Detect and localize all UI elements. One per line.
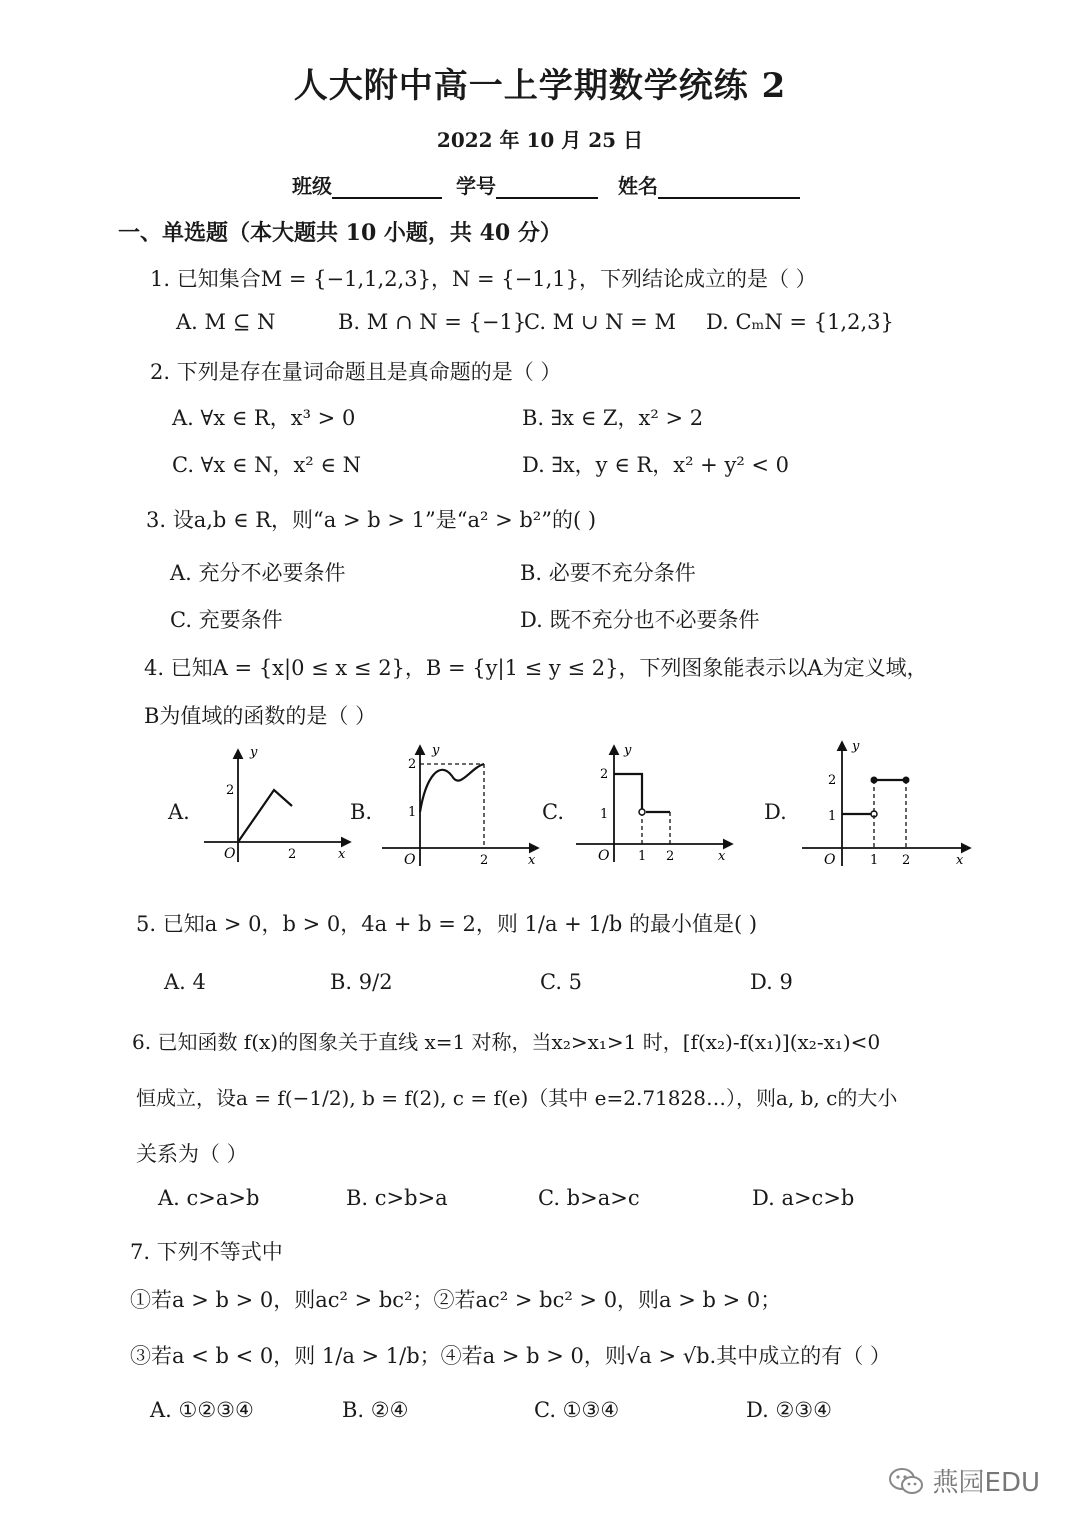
- q4-graph-a: [200, 740, 360, 870]
- q6-option-b: B. c>b>a: [346, 1186, 448, 1210]
- name-blank: [658, 179, 800, 199]
- q4-option-c-label: C.: [542, 800, 564, 824]
- q7-stem: 7. 下列不等式中: [130, 1240, 283, 1264]
- tick-1-y: 1: [828, 809, 837, 824]
- q7-line1: ①若a > b > 0，则ac² > bc²；②若ac² > bc² > 0，则a > b > 0；: [130, 1288, 782, 1312]
- x-label: x: [528, 853, 536, 868]
- y-label: y: [624, 743, 632, 758]
- tick-1-x: 1: [638, 849, 647, 864]
- q6-option-d: D. a>c>b: [752, 1186, 855, 1210]
- q2-option-c: C. ∀x ∈ N，x² ∈ N: [172, 453, 361, 477]
- tick-2-y: 2: [408, 757, 417, 772]
- q1-option-d: D. CₘN = {1,2,3}: [706, 310, 894, 334]
- origin-label: O: [824, 852, 836, 868]
- student-id-blank: [496, 179, 598, 199]
- graph-c-segment-1: [614, 774, 642, 812]
- y-label: y: [852, 739, 860, 754]
- q4-option-b-label: B.: [350, 800, 373, 824]
- student-id-label: 学号: [456, 174, 496, 198]
- q5-option-a: A. 4: [164, 970, 206, 994]
- q4-stem-line1: 4. 已知A = {x|0 ≤ x ≤ 2}，B = {y|1 ≤ y ≤ 2}，下列图象能表示以A为定义域，: [144, 656, 928, 680]
- q3-option-a: A. 充分不必要条件: [170, 561, 346, 585]
- x-label: x: [338, 847, 346, 862]
- graph-b-curve: [420, 764, 484, 812]
- q5-option-d: D. 9: [750, 970, 793, 994]
- x-label: x: [718, 849, 726, 864]
- q7-option-b: B. ②④: [342, 1398, 409, 1422]
- origin-label: O: [598, 848, 610, 864]
- watermark-text: 燕园EDU: [932, 1468, 1040, 1498]
- q1-option-b: B. M ∩ N = {−1}: [338, 310, 527, 334]
- q4-graph-b: [378, 740, 548, 870]
- open-point: [639, 809, 645, 815]
- q6-line2: 恒成立，设a = f(−1/2), b = f(2), c = f(e)（其中 e=2.71828…），则a, b, c的大小: [136, 1086, 898, 1110]
- q6-option-c: C. b>a>c: [538, 1186, 640, 1210]
- q3-option-b: B. 必要不充分条件: [520, 561, 696, 585]
- tick-2-x: 2: [480, 853, 489, 868]
- tick-2-y: 2: [600, 767, 609, 782]
- q1-option-c: C. M ∪ N = M: [524, 310, 676, 334]
- tick-1-x: 1: [870, 853, 879, 868]
- q2-option-d: D. ∃x，y ∈ R，x² + y² < 0: [522, 453, 790, 477]
- name-label: 姓名: [618, 174, 658, 198]
- q5-stem: 5. 已知a > 0，b > 0，4a + b = 2，则 1/a + 1/b 的最小值是( ): [136, 912, 758, 936]
- name-field: [618, 170, 800, 199]
- q1-stem: 1. 已知集合M = {−1,1,2,3}，N = {−1,1}，下列结论成立的是（ ）: [150, 267, 817, 291]
- y-label: y: [250, 745, 258, 760]
- tick-2-x: 2: [288, 847, 297, 862]
- class-blank: [332, 179, 442, 199]
- tick-2-y: 2: [828, 773, 837, 788]
- tick-1-y: 1: [600, 807, 609, 822]
- class-label: 班级: [292, 174, 332, 198]
- graph-a-curve: [238, 790, 292, 842]
- exam-date: 2022 年 10 月 25 日: [436, 128, 644, 152]
- q3-stem: 3. 设a,b ∈ R，则“a > b > 1”是“a² > b²”的( ): [146, 508, 597, 532]
- watermark: [887, 1462, 1040, 1499]
- q4-stem-line2: B为值域的函数的是（ ）: [144, 704, 377, 728]
- q7-option-a: A. ①②③④: [150, 1398, 254, 1422]
- student-id-field: [456, 170, 598, 199]
- tick-2-x: 2: [666, 849, 675, 864]
- q4-option-a-label: A.: [168, 800, 190, 824]
- q6-line1: 6. 已知函数 f(x)的图象关于直线 x=1 对称，当x₂>x₁>1 时，[f(x₂)-f(x₁)](x₂-x₁)<0: [132, 1030, 881, 1054]
- x-label: x: [956, 853, 964, 868]
- origin-label: O: [224, 846, 236, 862]
- page-title: 人大附中高一上学期数学统练 2: [293, 66, 787, 106]
- q7-line2: ③若a < b < 0，则 1/a > 1/b；④若a > b > 0，则√a > √b.其中成立的有（ ）: [130, 1344, 891, 1368]
- tick-2-x: 2: [902, 853, 911, 868]
- q4-option-d-label: D.: [764, 800, 787, 824]
- class-field: [292, 170, 442, 199]
- q2-option-a: A. ∀x ∈ R，x³ > 0: [172, 406, 356, 430]
- y-label: y: [432, 743, 440, 758]
- origin-label: O: [404, 852, 416, 868]
- tick-1-y: 1: [408, 805, 417, 820]
- q4-graph-d: [798, 736, 978, 870]
- q6-line3: 关系为（ ）: [136, 1142, 248, 1166]
- q7-option-c: C. ①③④: [534, 1398, 620, 1422]
- wechat-icon: [887, 1466, 925, 1496]
- q4-graph-c: [572, 740, 742, 870]
- q1-option-a: A. M ⊆ N: [176, 310, 276, 334]
- q3-option-d: D. 既不充分也不必要条件: [520, 608, 760, 632]
- q2-option-b: B. ∃x ∈ Z，x² > 2: [522, 406, 704, 430]
- q3-option-c: C. 充要条件: [170, 608, 283, 632]
- q6-option-a: A. c>a>b: [158, 1186, 260, 1210]
- section-title: 一、单选题（本大题共 10 小题，共 40 分）: [118, 220, 562, 246]
- q2-stem: 2. 下列是存在量词命题且是真命题的是（ ）: [150, 360, 562, 384]
- q5-option-c: C. 5: [540, 970, 583, 994]
- q5-option-b: B. 9/2: [330, 970, 393, 994]
- tick-2-y: 2: [226, 783, 235, 798]
- q7-option-d: D. ②③④: [746, 1398, 832, 1422]
